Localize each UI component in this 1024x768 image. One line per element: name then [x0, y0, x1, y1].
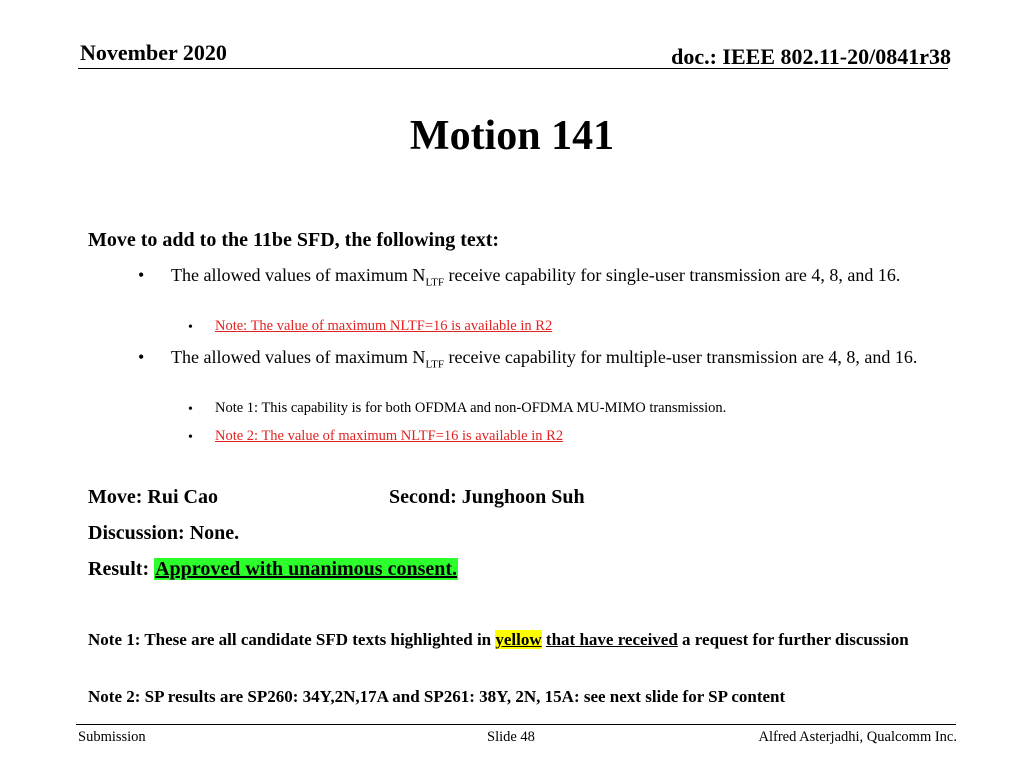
- discussion: Discussion: None.: [88, 522, 240, 544]
- sub-bullet-glyph: •: [188, 402, 193, 417]
- note-1-text: Note 1: These are all candidate SFD texts highlighted in: [88, 630, 496, 649]
- motion-lead: Move to add to the 11be SFD, the following text:: [88, 229, 500, 251]
- note-1-underlined: that have received: [545, 630, 678, 649]
- footer-author: Alfred Asterjadhi, Qualcomm Inc.: [758, 729, 957, 745]
- header-date: November 2020: [80, 40, 227, 65]
- bullet-glyph: •: [138, 347, 145, 367]
- header-divider: [78, 68, 948, 69]
- slide-title: Motion 141: [409, 113, 615, 159]
- bullet-single-user-text-cont: receive capability for single-user transmission are 4, 8, and 16.: [443, 265, 901, 285]
- result-value: Approved with unanimous consent.: [155, 558, 458, 580]
- sub-bullet-glyph: •: [188, 320, 193, 335]
- note-1-highlight: yellow: [495, 630, 542, 649]
- sub-bullet-glyph: •: [188, 430, 193, 445]
- bullet-single-user: [171, 263, 961, 287]
- nltf-subscript: LTF: [425, 276, 444, 289]
- note-1-text-end: a request for further discussion: [677, 630, 909, 649]
- slide-number: Slide 48: [487, 729, 535, 745]
- bullet-multi-user: [171, 345, 961, 369]
- footer-divider: [76, 724, 956, 725]
- result-label: Result:: [88, 558, 155, 580]
- note-1: [88, 628, 948, 652]
- seconder: Second: Junghoon Suh: [389, 486, 585, 508]
- footer-submission: Submission: [78, 729, 146, 745]
- bullet-glyph: •: [138, 265, 145, 285]
- mu-r2-note: Note 2: The value of maximum NLTF=16 is available in R2: [215, 428, 564, 444]
- note-2: Note 2: SP results are SP260: 34Y,2N,17A and SP261: 38Y, 2N, 15A: see next slide for SP content: [88, 687, 786, 706]
- nltf-subscript: LTF: [425, 358, 444, 371]
- bullet-multi-user-text-cont: receive capability for multiple-user transmission are 4, 8, and 16.: [443, 347, 918, 367]
- mover: Move: Rui Cao: [88, 486, 218, 508]
- mu-mimo-note: Note 1: This capability is for both OFDMA and non-OFDMA MU-MIMO transmission.: [215, 400, 727, 416]
- bullet-multi-user-text: The allowed values of maximum N: [171, 347, 426, 367]
- result: [88, 558, 458, 581]
- su-r2-note: Note: The value of maximum NLTF=16 is available in R2: [215, 318, 553, 334]
- bullet-single-user-text: The allowed values of maximum N: [171, 265, 426, 285]
- header-doc-id: doc.: IEEE 802.11-20/0841r38: [671, 44, 951, 69]
